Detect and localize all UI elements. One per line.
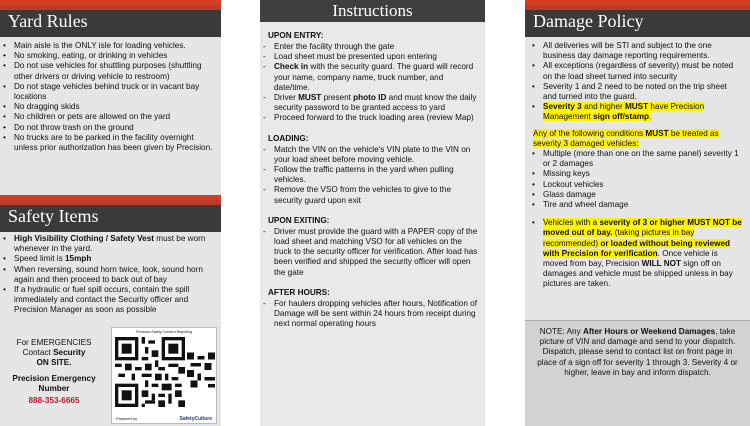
safety-items-header: [0, 195, 221, 232]
severity-conditions-intro: Any of the following conditions MUST be treated as severity 3 damaged vehicles:: [533, 128, 719, 148]
qr-code-icon: [115, 337, 185, 407]
list-item: • No smoking, eating, or drinking in vehicles: [0, 51, 215, 61]
list-item: - Load sheet must be presented upon entering: [260, 52, 479, 62]
entry-list: [260, 42, 479, 124]
safetyculture-logo: SafetyCulture: [179, 416, 212, 422]
list-item: • All exceptions (regardless of severity) must be noted on the load sheet turned into security: [529, 61, 742, 81]
list-item: - Proceed forward to the truck loading area (review Map): [260, 113, 479, 123]
after-hours-note: NOTE: Any After Hours or Weekend Damages, take picture of VIN and damage and send to your dispatch. Dispatch, please send to contact list on front page in place of a sign off for severity 1 through 3. Severity 4 or higher, leave in bay and inform dispatch.: [525, 320, 750, 426]
emergency-contact: For EMERGENCIES Contact Security ON SITE. Precision Emergency Number 888-353-6665: [12, 338, 96, 406]
list-item: • Multiple (more than one on the same panel) severity 1 or 2 damages: [529, 149, 742, 169]
yard-safety-panel: [0, 0, 221, 426]
severity-rule-list: [529, 218, 742, 289]
damage-list: [529, 41, 742, 123]
list-item: • No trucks are to be parked in the facility overnight unless prior authorization has been given by Precision.: [0, 133, 215, 153]
after-hours-list: [260, 299, 479, 330]
severity-conditions-list: [529, 149, 742, 210]
section-heading: AFTER HOURS:: [268, 287, 330, 297]
yard-rules-header: [0, 0, 221, 37]
list-item: - For haulers dropping vehicles after hours, Notification of Damage will be sent within 24 hours from receipt during next normal operating hours: [260, 299, 479, 330]
instructions-title: Instructions: [332, 1, 413, 20]
section-heading: UPON EXITING:: [268, 215, 330, 225]
list-item: - Check in with the security guard. The guard will record your name, company name, truck number, and date/time.: [260, 62, 479, 93]
section-heading: LOADING:: [268, 133, 309, 143]
instructions-header: [260, 0, 485, 22]
damage-policy-header: [525, 0, 750, 37]
list-item: • Missing keys: [529, 169, 742, 179]
list-item: • No dragging skids: [0, 102, 215, 112]
list-item: • All deliveries will be STI and subject to the one business day damage reporting requirements.: [529, 41, 742, 61]
qr-code-icon: [187, 352, 215, 388]
list-item: • Glass damage: [529, 190, 742, 200]
list-item: - Match the VIN on the vehicle's VIN plate to the VIN on your load sheet before moving vehicle.: [260, 145, 479, 165]
yard-rules-list: [0, 41, 215, 153]
safety-items-list: [0, 234, 218, 316]
damage-policy-panel: [525, 0, 750, 426]
instructions-panel: [260, 0, 485, 426]
list-item: • When reversing, sound horn twice, look, sound horn again and then proceed to back out of bay: [0, 265, 218, 285]
list-item: • Do not stage vehicles behind truck or in vacant bay locations: [0, 82, 215, 102]
yard-rules-title: Yard Rules: [8, 10, 88, 31]
loading-list: [260, 145, 479, 206]
list-item: - Remove the VSO from the vehicles to give to the security guard upon exit: [260, 185, 479, 205]
safety-items-title: Safety Items: [8, 205, 99, 226]
list-item: • If a hydraulic or fuel spill occurs, contain the spill immediately and contact the Security officer and Precision Manager as soon as possible: [0, 285, 218, 316]
list-item: • Speed limit is 15mph: [0, 254, 218, 264]
list-item: • Severity 1 and 2 need to be noted on the trip sheet and turned into the guard.: [529, 82, 742, 102]
list-item: - Follow the traffic patterns in the yard when pulling vehicles.: [260, 165, 479, 185]
list-item: • Vehicles with a severity of 3 or higher MUST NOT be moved out of bay. (taking pictures in bay recommended) or loaded without being reviewed with Precision for verification. Once vehicle is moved from bay, Precision WILL NOT sign off on damages and vehicle must be shipped unless in bay pictures are taken.: [529, 218, 742, 289]
list-item: • Do not use vehicles for shuttling purposes (shuttling other drivers or driving vehicle to restroom): [0, 61, 215, 81]
list-item: - Driver must provide the guard with a PAPER copy of the load sheet and matching VSO for all vehicles on the truck to the security officer for verification. After load has been verified and shipped the security officer will open the gate: [260, 227, 479, 278]
list-item: • Tire and wheel damage: [529, 200, 742, 210]
list-item: - Driver MUST present photo ID and must know the daily security password to be granted access to yard: [260, 93, 479, 113]
list-item: • Do not throw trash on the ground: [0, 123, 215, 133]
list-item: • High Visibility Clothing / Safety Vest must be worn whenever in the yard.: [0, 234, 218, 254]
list-item: • Lockout vehicles: [529, 180, 742, 190]
exiting-list: [260, 227, 479, 278]
list-item: • No children or pets are allowed on the yard: [0, 112, 215, 122]
damage-policy-title: Damage Policy: [533, 10, 644, 31]
section-heading: UPON ENTRY:: [268, 31, 324, 40]
list-item: • Main aisle is the ONLY isle for loading vehicles.: [0, 41, 215, 51]
qr-code-card[interactable]: Precision Safety Concern Reporting Powered by SafetyCulture: [111, 327, 217, 424]
list-item: • Severity 3 and higher MUST have Precision Management sign off/stamp.: [529, 102, 742, 122]
list-item: - Enter the facility through the gate: [260, 42, 479, 52]
